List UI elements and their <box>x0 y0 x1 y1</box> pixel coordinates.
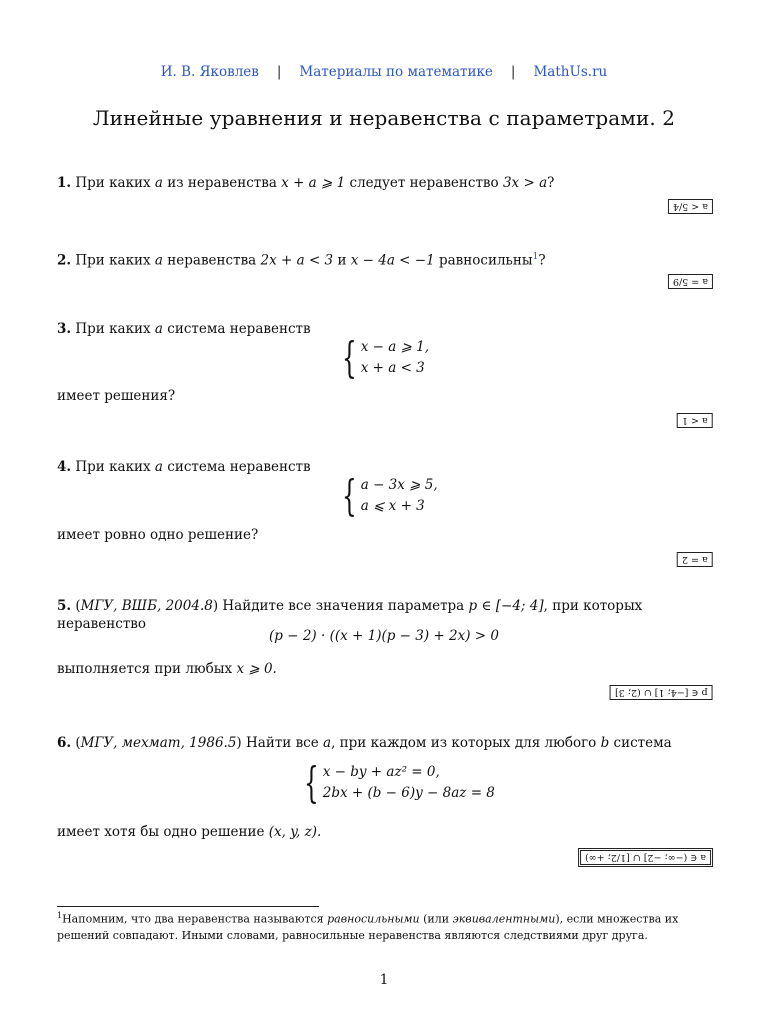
problem-text: имеет ровно одно решение? <box>57 527 259 543</box>
problem-number: 2. <box>57 252 72 269</box>
page-title: Линейные уравнения и неравенства с параметрами. 2 <box>92 106 676 130</box>
problem-6: 6. (МГУ, мехмат, 1986.5) Найти все a, при каждом из которых для любого b система <box>57 735 672 751</box>
inequality: x + a ⩾ 1 <box>281 175 346 191</box>
problem-number: 3. <box>57 321 72 337</box>
answer-box: a ∈ (−∞; −2] ∪ [1/2; +∞) <box>578 848 713 867</box>
answer-box: a < 5/4 <box>668 199 713 214</box>
system-row: 2bx + (b − 6)y − 8az = 8 <box>322 785 495 801</box>
answer-box: a < 1 <box>677 413 713 428</box>
problem-5: 5. (МГУ, ВШБ, 2004.8) Найдите все значения параметра p ∈ [−4; 4], при которых неравенство <box>57 598 643 632</box>
problem-text: имеет хотя бы одно решение (x, y, z). <box>57 824 322 840</box>
problem-text: имеет решения? <box>57 388 176 404</box>
problem-number: 5. <box>57 598 72 614</box>
system-row: x − a ⩾ 1, <box>360 339 430 355</box>
formula: (p − 2) · ((x + 1)(p − 3) + 2x) > 0 <box>269 628 499 644</box>
problem-text: При каких <box>75 175 155 191</box>
problem-number: 1. <box>57 175 72 191</box>
problem-text: выполняется при любых x ⩾ 0. <box>57 661 277 677</box>
footnote-ref[interactable]: 1 <box>532 252 539 262</box>
system-row: x + a < 3 <box>360 360 425 376</box>
inequality: x − 4a < −1 <box>350 252 435 269</box>
system-row: a ⩽ x + 3 <box>360 498 425 514</box>
param-a: a <box>154 175 163 191</box>
page-number: 1 <box>379 972 389 988</box>
problem-3: 3. При каких a система неравенств <box>57 321 311 337</box>
brace: { <box>342 333 357 382</box>
brace: { <box>342 471 357 520</box>
materials-link[interactable]: Материалы по математике <box>299 64 493 80</box>
problem-number: 4. <box>57 459 72 475</box>
site-link[interactable]: MathUs.ru <box>533 64 608 80</box>
problem-number: 6. <box>57 735 72 751</box>
problem-source: МГУ, мехмат, 1986.5 <box>80 735 237 751</box>
problem-2: 2. При каких a неравенства 2x + a < 3 и x − 4a < −1 равносильны$^1$? <box>57 252 546 269</box>
answer-box: p ∈ [−4; 1] ∪ (2; 3] <box>610 685 713 700</box>
problem-source: МГУ, ВШБ, 2004.8 <box>80 598 213 614</box>
header-separator: | <box>276 64 282 80</box>
problem-text: следует неравенство <box>345 175 503 191</box>
footnote-divider <box>57 906 319 907</box>
system-row: x − by + az² = 0, <box>322 764 440 780</box>
problem-4: 4. При каких a система неравенств <box>57 459 311 475</box>
equation-system <box>298 758 495 807</box>
author-link[interactable]: И. В. Яковлев <box>160 64 259 80</box>
brace: { <box>304 758 319 807</box>
inequality-system <box>336 471 438 520</box>
footnote: $^1$Напомним, что два неравенства называются равносильными (или эквивалентными), если множества их решений совпадают. Иными словами, равносильные неравенства являются следствиями друг друга. <box>57 911 679 942</box>
inequality: 3x > a <box>502 175 548 191</box>
answer-box: a = 2 <box>677 552 713 567</box>
answer-box: a = 5/9 <box>668 274 713 289</box>
header-separator: | <box>510 64 516 80</box>
problem-text: из неравенства <box>162 175 282 191</box>
problem-1: 1. При каких a из неравенства x + a ⩾ 1 следует неравенство 3x > a? <box>57 175 555 191</box>
parameter-range: p ∈ [−4; 4] <box>468 598 544 614</box>
system-row: a − 3x ⩾ 5, <box>360 477 438 493</box>
inequality: 2x + a < 3 <box>260 252 334 269</box>
footnote-mark: 1 <box>57 911 63 920</box>
page-header <box>0 64 768 80</box>
inequality-system <box>336 333 430 382</box>
